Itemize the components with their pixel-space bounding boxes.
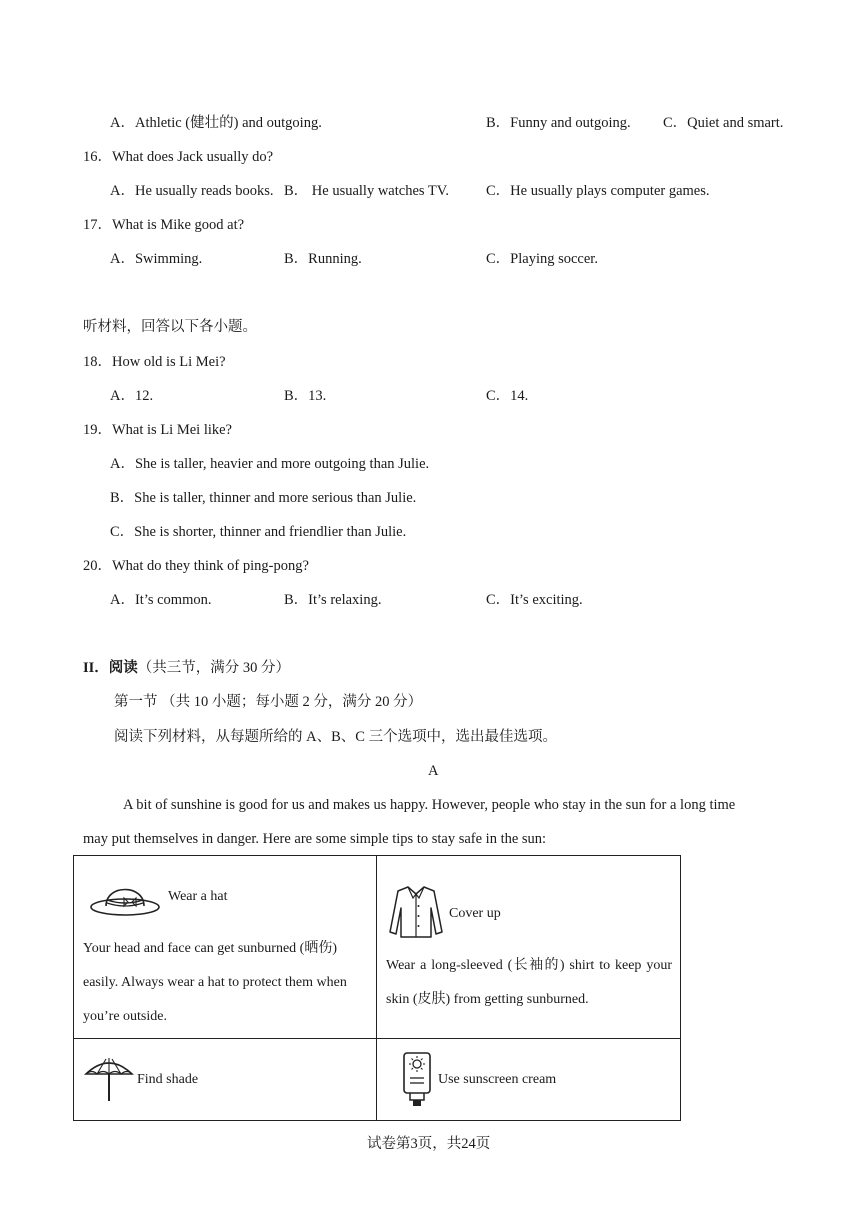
q20-option-a: A．It’s common. — [110, 592, 212, 608]
q18-option-a: A．12. — [110, 388, 154, 404]
hat-icon — [88, 876, 162, 918]
passage-line-2: may put themselves in danger. Here are some simple tips to stay safe in the sun: — [83, 831, 547, 847]
part1-heading: 第一节 （共 10 小题；每小题 2 分，满分 20 分） — [114, 694, 423, 710]
q18-question: 18．How old is Li Mei? — [83, 354, 226, 370]
q17-question: 17．What is Mike good at? — [83, 217, 245, 233]
tip-cell-cover — [377, 856, 681, 1039]
q15-option-c: C．Quiet and smart. — [663, 115, 784, 131]
shirt-icon — [387, 884, 445, 940]
q19-question: 19．What is Li Mei like? — [83, 422, 232, 438]
hat-text: Your head and face can get sunburned (晒伤) easily. Always wear a hat to protect them when you’re outside. — [83, 941, 347, 1024]
q16-option-b: B． He usually watches TV. — [284, 183, 449, 199]
section-heading — [83, 659, 290, 677]
listening-instruction: 听材料，回答以下各小题。 — [83, 319, 257, 335]
q19-option-a: A．She is taller, heavier and more outgoing than Julie. — [110, 456, 430, 472]
page-footer: 试卷第3页，共24页 — [367, 1136, 491, 1152]
cover-text: Wear a long-sleeved (长袖的) shirt to keep your skin (皮肤) from getting sunburned. — [386, 958, 672, 1007]
sunscreen-icon — [401, 1050, 433, 1108]
cover-title: Cover up — [449, 906, 501, 921]
shade-title: Find shade — [137, 1072, 199, 1087]
tip-cell-shade — [74, 1039, 377, 1121]
tip-cell-hat — [74, 856, 377, 1039]
section-heading-rest: （共三节，满分 30 分） — [137, 660, 291, 676]
hat-title: Wear a hat — [168, 889, 228, 904]
q15-option-b: B．Funny and outgoing. — [486, 115, 631, 131]
q16-question: 16．What does Jack usually do? — [83, 149, 274, 165]
q19-option-c: C．She is shorter, thinner and friendlier than Julie. — [110, 524, 407, 540]
q15-option-a: A．Athletic (健壮的) and outgoing. — [110, 115, 322, 131]
q20-option-c: C．It’s exciting. — [486, 592, 583, 608]
q17-option-a: A．Swimming. — [110, 251, 203, 267]
q20-question: 20．What do they think of ping-pong? — [83, 558, 309, 574]
q19-option-b: B．She is taller, thinner and more serious than Julie. — [110, 490, 417, 506]
q16-option-a: A．He usually reads books. — [110, 183, 274, 199]
umbrella-icon — [84, 1054, 134, 1104]
cream-title: Use sunscreen cream — [438, 1072, 557, 1087]
tip-cell-cream — [377, 1039, 681, 1121]
q17-option-b: B．Running. — [284, 251, 362, 267]
passage-letter: A — [428, 763, 439, 779]
q20-option-b: B．It’s relaxing. — [284, 592, 382, 608]
section-heading-bold: II．阅读 — [83, 660, 138, 676]
passage-line-1: A bit of sunshine is good for us and makes us happy. However, people who stay in the sun for a long time — [123, 797, 736, 813]
q16-option-c: C．He usually plays computer games. — [486, 183, 710, 199]
reading-instruction: 阅读下列材料，从每题所给的 A、B、C 三个选项中，选出最佳选项。 — [114, 729, 558, 745]
tips-table — [73, 855, 681, 1121]
q17-option-c: C．Playing soccer. — [486, 251, 598, 267]
q18-option-b: B．13. — [284, 388, 327, 404]
q18-option-c: C．14. — [486, 388, 529, 404]
